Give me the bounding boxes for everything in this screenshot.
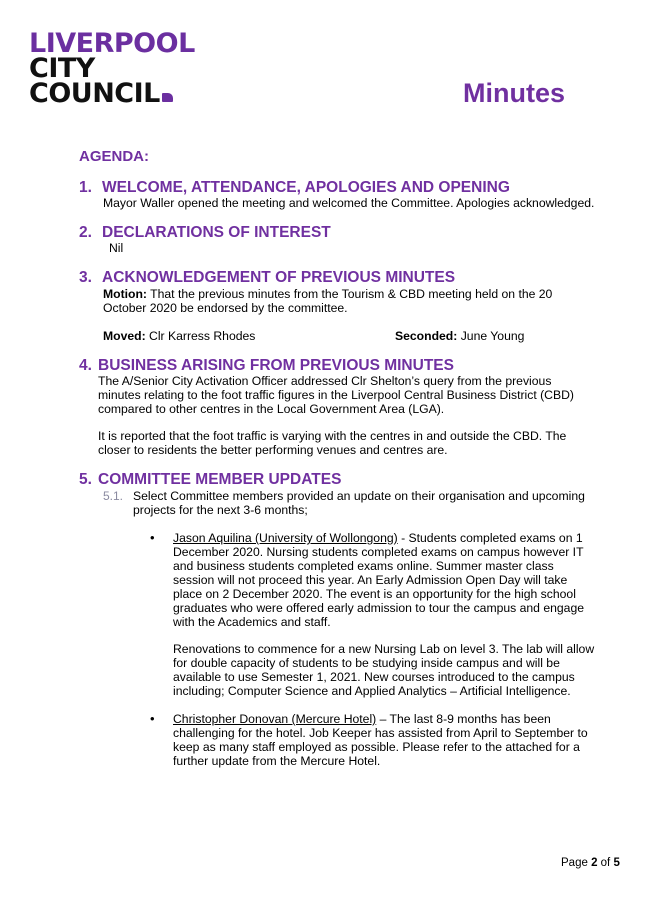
logo-line-council-text: COUNCIL	[29, 78, 160, 109]
seconded-by	[395, 329, 524, 344]
motion-line-2: October 2020 be endorsed by the committee.	[103, 301, 348, 315]
moved-value: Clr Karress Rhodes	[145, 329, 256, 343]
bullet-2-marker: •	[150, 711, 155, 726]
page-of-label: of	[597, 857, 614, 869]
section-4-heading	[79, 357, 454, 375]
motion-text-1: That the previous minutes from the Tourism & CBD meeting held on the 20	[147, 287, 553, 301]
bullet-1-member-name: Jason Aquilina (University of Wollongong)	[173, 531, 398, 545]
section-4-title: BUSINESS ARISING FROM PREVIOUS MINUTES	[98, 357, 454, 374]
seconded-label: Seconded:	[395, 329, 458, 343]
motion-label: Motion:	[103, 287, 147, 301]
section-4-p1-line-2: minutes relating to the foot traffic figures in the Liverpool Central Business District (CBD)	[98, 388, 574, 402]
bullet-1-p2-line-3: available to use Semester 1, 2021. New courses introduced to the campus	[173, 670, 575, 684]
bullet-1-p2-line-4: including; Computer Science and Applied Analytics – Artificial Intelligence.	[173, 684, 571, 698]
subsection-5-1-number: 5.1.	[103, 489, 124, 503]
page-footer	[561, 857, 620, 869]
bullet-1-marker: •	[150, 530, 155, 545]
section-1-title: WELCOME, ATTENDANCE, APOLOGIES AND OPENING	[102, 179, 510, 196]
section-4-p1-line-1: The A/Senior City Activation Officer addressed Clr Shelton’s query from the previous	[98, 374, 552, 388]
agenda-heading: AGENDA:	[79, 148, 149, 165]
logo-line-council	[29, 78, 195, 109]
bullet-1-p2-line-2: for double capacity of students to be studying inside campus and will be	[173, 656, 560, 670]
bullet-1-line-5: place on 2 December 2020. The event is an opportunity for the high school	[173, 587, 576, 601]
section-3-title: ACKNOWLEDGEMENT OF PREVIOUS MINUTES	[102, 269, 456, 286]
section-2-number: 2.	[79, 224, 92, 241]
bullet-1-line-3: and business students completed exams online. Summer master class	[173, 559, 554, 573]
section-2-heading	[79, 224, 331, 242]
logo-line-liverpool: LIVERPOOL	[29, 28, 195, 59]
section-1-text: Mayor Waller opened the meeting and welcomed the Committee. Apologies acknowledged.	[103, 196, 595, 210]
motion-line-1	[103, 287, 552, 302]
page-current: 2	[591, 857, 598, 869]
bullet-1-text-1: - Students completed exams on 1	[397, 531, 583, 545]
logo-mark-icon	[162, 93, 173, 102]
section-4-p2-line-2: closer to residents the better performing venues and centres are.	[98, 443, 448, 457]
bullet-1-line-7: with the Academics and staff.	[173, 615, 331, 629]
bullet-2-line-4: further update from the Mercure Hotel.	[173, 754, 381, 768]
section-4-number: 4.	[79, 357, 92, 374]
section-2-title: DECLARATIONS OF INTEREST	[102, 224, 331, 241]
document-title: Minutes	[463, 78, 566, 108]
section-1-heading	[79, 179, 510, 197]
section-5-heading	[79, 471, 341, 489]
moved-label: Moved:	[103, 329, 146, 343]
logo-line-city: CITY	[29, 53, 95, 84]
bullet-2-member-name: Christopher Donovan (Mercure Hotel)	[173, 712, 377, 726]
page-total: 5	[613, 857, 620, 869]
seconded-value: June Young	[457, 329, 525, 343]
bullet-2-line-2: challenging for the hotel. Job Keeper has assisted from April to September to	[173, 726, 588, 740]
bullet-1-line-2: December 2020. Nursing students completed exams on campus however IT	[173, 545, 584, 559]
bullet-1-line-4: session will not proceed this year. An Early Admission Open Day will take	[173, 573, 568, 587]
section-3-number: 3.	[79, 269, 92, 286]
bullet-1-line-6: graduates who were offered early admission to tour the campus and engage	[173, 601, 585, 615]
bullet-1-line-1	[173, 531, 583, 546]
section-1-number: 1.	[79, 179, 92, 196]
bullet-2-line-1	[173, 712, 551, 727]
subsection-5-1-line-1: Select Committee members provided an update on their organisation and upcoming	[133, 489, 585, 503]
bullet-2-text-1: – The last 8-9 months has been	[376, 712, 551, 726]
section-4-p2-line-1: It is reported that the foot traffic is varying with the centres in and outside the CBD. The	[98, 429, 567, 443]
section-4-p1-line-3: compared to other centres in the Local Government Area (LGA).	[98, 402, 445, 416]
council-logo	[29, 28, 195, 109]
subsection-5-1-line-2: projects for the next 3-6 months;	[133, 503, 308, 517]
section-5-number: 5.	[79, 471, 92, 488]
bullet-2-line-3: keep as many staff employed as possible. Please refer to the attached for a	[173, 740, 580, 754]
section-3-heading	[79, 269, 455, 287]
section-2-text: Nil	[109, 241, 124, 255]
section-5-title: COMMITTEE MEMBER UPDATES	[98, 471, 342, 488]
page-label: Page	[561, 857, 592, 869]
moved-by	[103, 329, 255, 344]
bullet-1-p2-line-1: Renovations to commence for a new Nursing Lab on level 3. The lab will allow	[173, 642, 595, 656]
